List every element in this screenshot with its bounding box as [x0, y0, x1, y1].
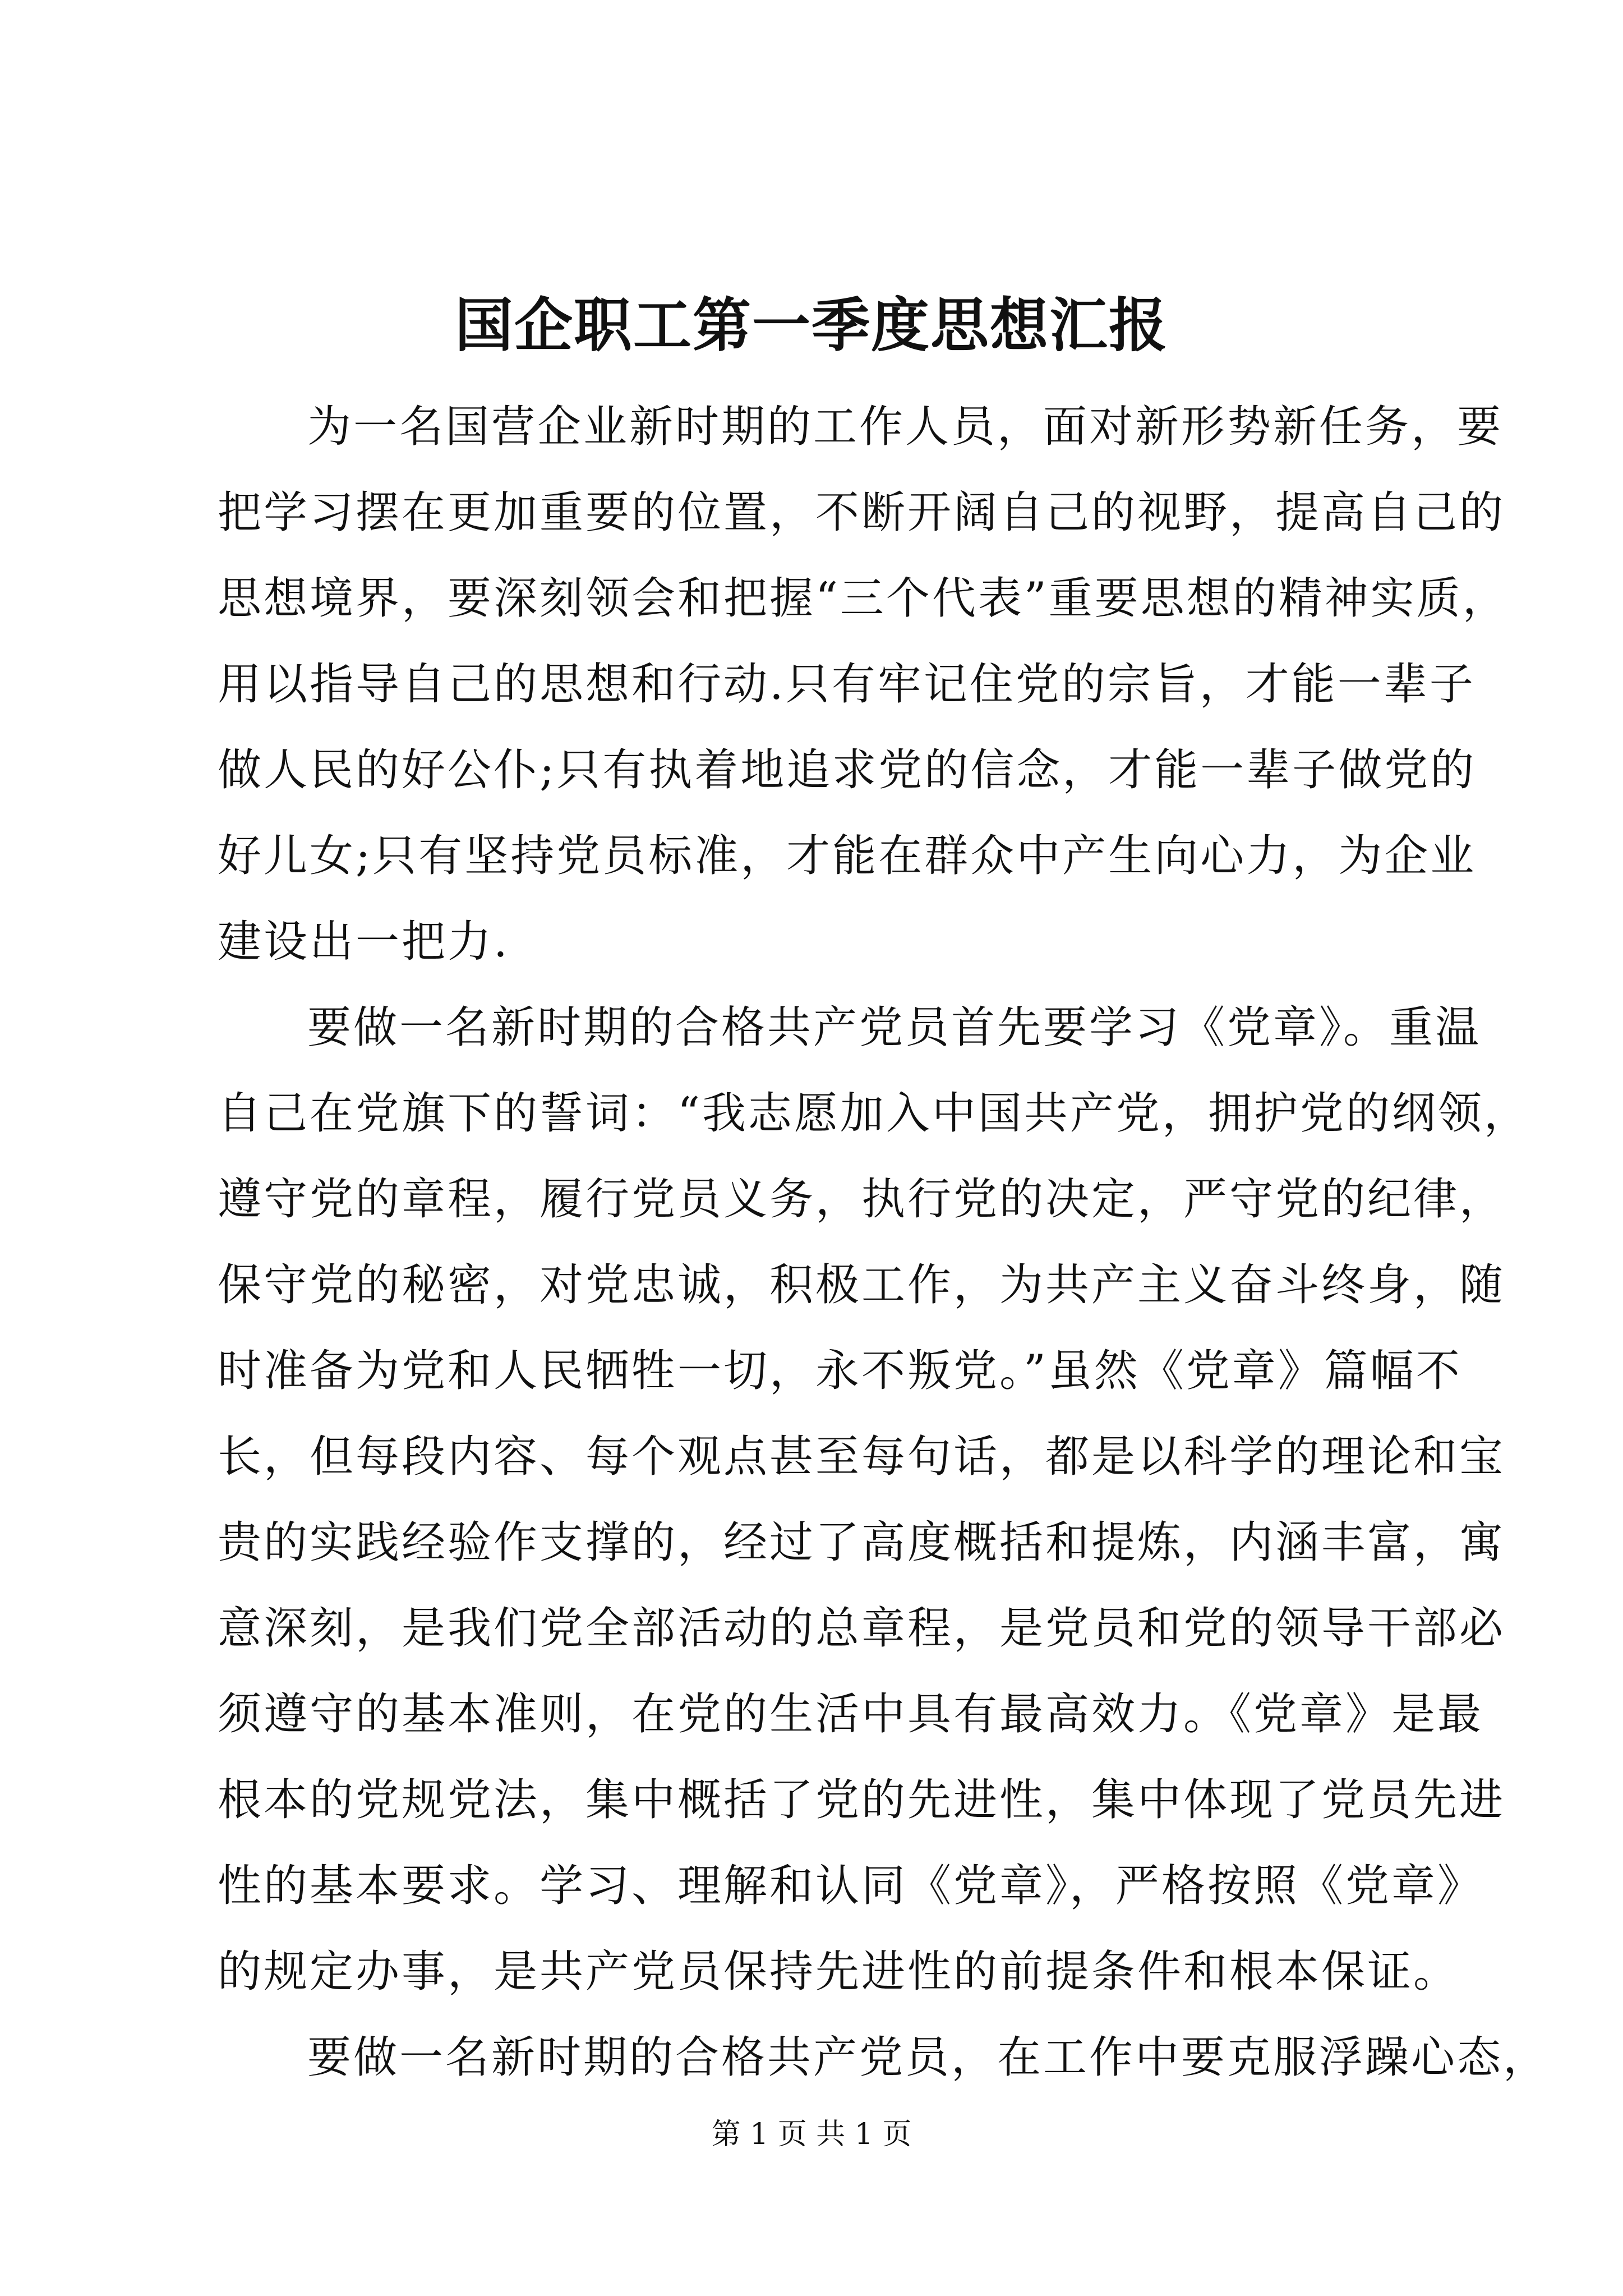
paragraph-line: 性的基本要求。学习、理解和认同《党章》，严格按照《党章》	[218, 1861, 1484, 1911]
paragraph-line: 要做一名新时期的合格共产党员，在工作中要克服浮躁心态，	[307, 2032, 1550, 2083]
paragraph-line: 意深刻，是我们党全部活动的总章程，是党员和党的领导干部必	[218, 1603, 1506, 1654]
paragraph-line: 把学习摆在更加重要的位置，不断开阔自己的视野，提高自己的	[218, 487, 1506, 538]
document-body	[218, 384, 1550, 2101]
paragraph-line: 遵守党的章程，履行党员义务，执行党的决定，严守党的纪律，	[218, 1174, 1506, 1225]
paragraph-line: 根本的党规党法，集中概括了党的先进性，集中体现了党员先进	[218, 1775, 1506, 1825]
paragraph-line: 须遵守的基本准则，在党的生活中具有最高效力。《党章》是最	[218, 1689, 1484, 1740]
page-footer: 第 1 页 共 1 页	[711, 2118, 912, 2151]
paragraph-line: 时准备为党和人民牺牲一切，永不叛党。”虽然《党章》篇幅不	[218, 1346, 1462, 1396]
document-title: 国企职工第一季度思想汇报	[454, 291, 1168, 360]
paragraph-line: 自己在党旗下的誓词：“我志愿加入中国共产党，拥护党的纲领，	[218, 1088, 1530, 1139]
paragraph-line: 长，但每段内容、每个观点甚至每句话，都是以科学的理论和宝	[218, 1432, 1506, 1482]
paragraph-line: 保守党的秘密，对党忠诚，积极工作，为共产主义奋斗终身，随	[218, 1260, 1506, 1310]
paragraph-line: 贵的实践经验作支撑的，经过了高度概括和提炼，内涵丰富，寓	[218, 1517, 1506, 1568]
paragraph-line: 思想境界，要深刻领会和把握“三个代表”重要思想的精神实质，	[218, 573, 1509, 624]
paragraph-line: 好儿女;只有坚持党员标准，才能在群众中产生向心力，为企业	[218, 831, 1477, 881]
paragraph-line: 为一名国营企业新时期的工作人员，面对新形势新任务，要	[307, 402, 1504, 452]
paragraph-line: 用以指导自己的思想和行动.只有牢记住党的宗旨，才能一辈子	[218, 659, 1476, 710]
paragraph-line: 建设出一把力.	[218, 917, 510, 967]
paragraph-line: 做人民的好公仆;只有执着地追求党的信念，才能一辈子做党的	[218, 745, 1477, 795]
paragraph-line: 要做一名新时期的合格共产党员首先要学习《党章》。重温	[307, 1002, 1482, 1053]
paragraph-line: 的规定办事，是共产党员保持先进性的前提条件和根本保证。	[218, 1947, 1460, 1997]
